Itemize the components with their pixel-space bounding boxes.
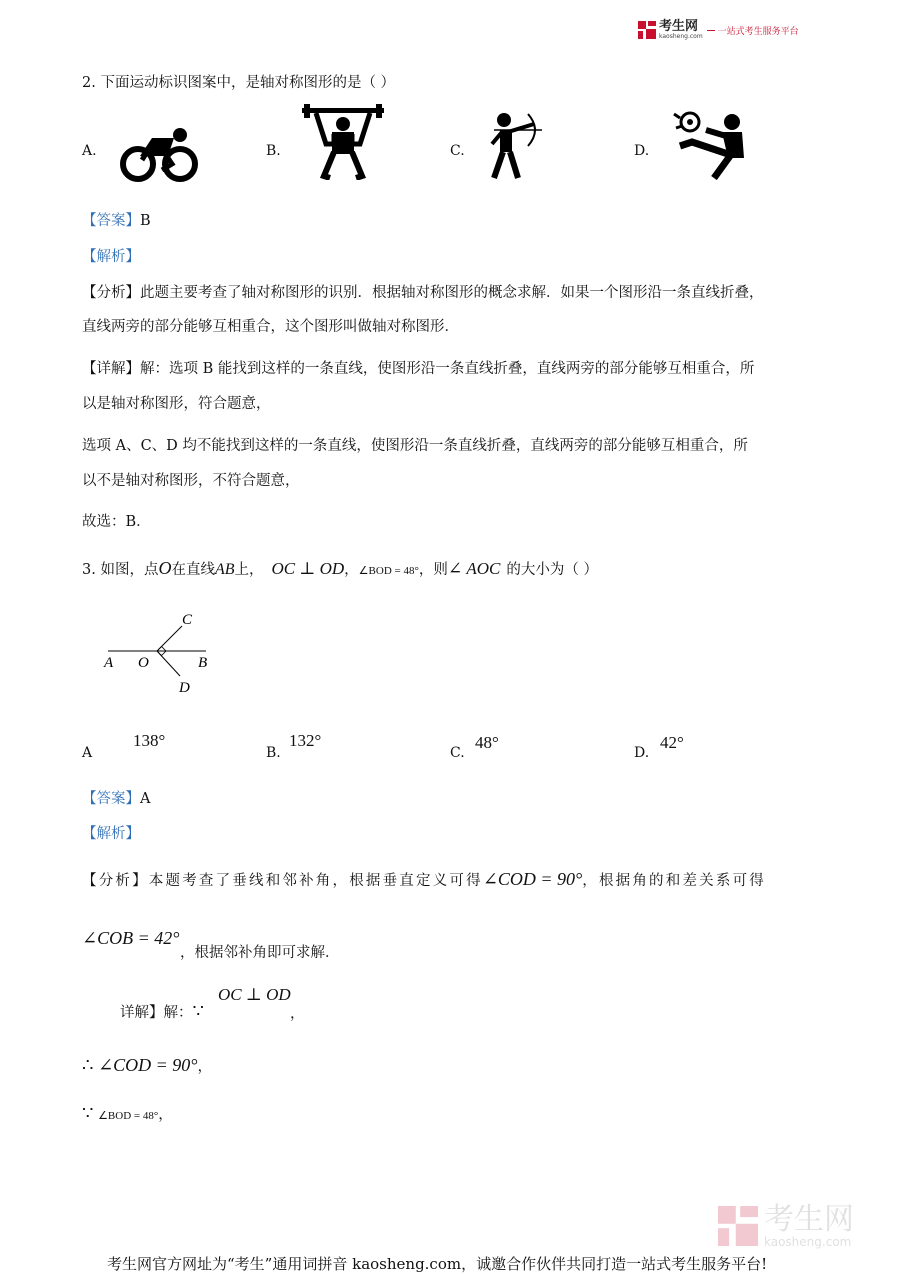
logo-name: 考生网 bbox=[659, 19, 699, 34]
q3-fenxi-line2 bbox=[82, 928, 179, 950]
q3-therefore-line bbox=[82, 1055, 212, 1077]
q3-angle-aoc: ∠ AOC bbox=[447, 559, 501, 578]
q2-fenxi-line2: 直线两旁的部分能够互相重合，这个图形叫做轴对称图形． bbox=[82, 319, 459, 335]
q3-geometry-figure bbox=[100, 608, 220, 698]
fig-label-d: D bbox=[179, 680, 190, 696]
fig-label-a: A bbox=[104, 655, 114, 671]
q3-stem-suffix: 的大小为（ ） bbox=[506, 562, 598, 578]
q3-angle-bod: ∠BOD = 48° bbox=[358, 565, 419, 577]
q3-point-o: O bbox=[158, 558, 172, 578]
because-symbol-2: ∵ bbox=[82, 1103, 94, 1124]
watermark-logo-icon bbox=[718, 1206, 758, 1246]
fenxi-text2: ，根据角的和差关系可得 bbox=[582, 873, 766, 889]
q3-option-b-label: B. bbox=[266, 745, 281, 761]
q2-detail-line2: 以是轴对称图形，符合题意， bbox=[82, 396, 271, 412]
q3-option-a-label: A bbox=[82, 745, 93, 761]
fenxi-math1: ∠COD = 90° bbox=[482, 869, 583, 889]
q2-conclusion: 故选：B． bbox=[82, 514, 151, 530]
answer-value: B bbox=[140, 213, 151, 229]
logo-separator bbox=[707, 30, 715, 31]
because-symbol: ∵ bbox=[192, 1001, 204, 1022]
q3-stem bbox=[82, 558, 598, 581]
q3-stem-mid1: 在直线 bbox=[171, 562, 215, 578]
q3-comma: ， bbox=[344, 562, 359, 578]
watermark-name: 考生网 bbox=[764, 1202, 854, 1237]
q3-answer bbox=[82, 789, 150, 809]
header-slogan: 一站式考生服务平台 bbox=[717, 26, 799, 37]
q3-stem-mid3: ，则 bbox=[418, 562, 448, 578]
q2-stem: 2. 下面运动标识图案中，是轴对称图形的是（ ） bbox=[82, 75, 396, 91]
q3-option-b-value: 132° bbox=[289, 731, 322, 750]
q2-detail bbox=[82, 359, 754, 379]
detail-cod: ∠COD = 90° bbox=[98, 1055, 198, 1075]
cycling-icon bbox=[118, 126, 200, 182]
answer-tag: 【答案】 bbox=[82, 791, 140, 807]
detail-comma2: ， bbox=[197, 1059, 212, 1075]
detail-bod: ∠BOD = 48° bbox=[98, 1110, 159, 1122]
q3-perp: OC ⊥ OD bbox=[271, 559, 345, 578]
detail-line1: 解：选项 B 能找到这样的一条直线，使图形沿一条直线折叠，直线两旁的部分能够互相重合，所 bbox=[140, 361, 755, 377]
archery-icon bbox=[484, 110, 544, 180]
q3-analysis-tag: 【解析】 bbox=[82, 826, 140, 842]
q3-detail-perp: OC ⊥ OD bbox=[218, 985, 291, 1004]
q2-answer bbox=[82, 211, 151, 231]
detail-tag: 【详解】 bbox=[82, 361, 140, 377]
header-logo[interactable] bbox=[638, 20, 799, 40]
fig-label-o: O bbox=[138, 655, 149, 671]
fenxi-tag: 【分析】 bbox=[82, 873, 149, 889]
fenxi-math2: ∠COB = 42° bbox=[82, 928, 180, 948]
q2-option-a-label: A. bbox=[82, 143, 97, 159]
detail-tag: 详解】解： bbox=[120, 1005, 193, 1021]
q3-stem-mid2: 上， bbox=[234, 562, 264, 578]
q3-option-a-value: 138° bbox=[133, 731, 166, 750]
q3-stem-prefix: 3. 如图，点 bbox=[82, 562, 159, 578]
q3-because-line bbox=[82, 1104, 173, 1126]
footer-text: 考生网官方网址为“考生”通用词拼音 kaosheng.com，诚邀合作伙伴共同打造一站式考生服务平台! bbox=[107, 1255, 768, 1273]
q2-fenxi bbox=[82, 283, 764, 303]
q3-option-c-label: C. bbox=[450, 745, 465, 761]
q3-option-c-value: 48° bbox=[475, 733, 499, 752]
therefore-symbol: ∴ bbox=[82, 1055, 94, 1076]
q2-option-d-label: D. bbox=[634, 143, 650, 159]
q3-fenxi-text3: ，根据邻补角即可求解． bbox=[180, 945, 340, 961]
q2-option-c-label: C. bbox=[450, 143, 465, 159]
fig-label-c: C bbox=[182, 612, 193, 628]
q3-option-d-value: 42° bbox=[660, 733, 684, 752]
q2-detail-line3: 选项 A、C、D 均不能找到这样的一条直线，使图形沿一条直线折叠，直线两旁的部分能够互相重合，所 bbox=[82, 438, 748, 454]
q3-fenxi bbox=[82, 869, 766, 891]
fenxi-text1: 本题考查了垂线和邻补角，根据垂直定义可得 bbox=[148, 873, 483, 889]
soccer-kick-icon bbox=[670, 108, 746, 180]
q3-detail bbox=[120, 1002, 204, 1023]
answer-tag: 【答案】 bbox=[82, 213, 140, 229]
q3-option-d-label: D. bbox=[634, 745, 650, 761]
fenxi-tag: 【分析】 bbox=[82, 285, 140, 301]
fig-label-b: B bbox=[198, 655, 208, 671]
watermark-logo bbox=[718, 1204, 854, 1248]
q2-detail-line4: 以不是轴对称图形，不符合题意， bbox=[82, 473, 300, 489]
q2-option-b-label: B. bbox=[266, 143, 281, 159]
detail-comma3: ， bbox=[158, 1107, 173, 1123]
q2-analysis-tag: 【解析】 bbox=[82, 249, 140, 265]
watermark-domain: kaosheng.com bbox=[764, 1235, 852, 1249]
answer-value: A bbox=[140, 791, 151, 807]
q3-line-ab: AB bbox=[214, 561, 235, 578]
q3-detail-comma: ， bbox=[290, 1006, 305, 1022]
logo-domain: kaosheng.com bbox=[659, 33, 703, 40]
weightlifting-icon bbox=[302, 104, 384, 180]
fenxi-line1: 此题主要考查了轴对称图形的识别．根据轴对称图形的概念求解．如果一个图形沿一条直线折叠， bbox=[140, 285, 764, 301]
kaosheng-logo-icon bbox=[638, 21, 656, 39]
